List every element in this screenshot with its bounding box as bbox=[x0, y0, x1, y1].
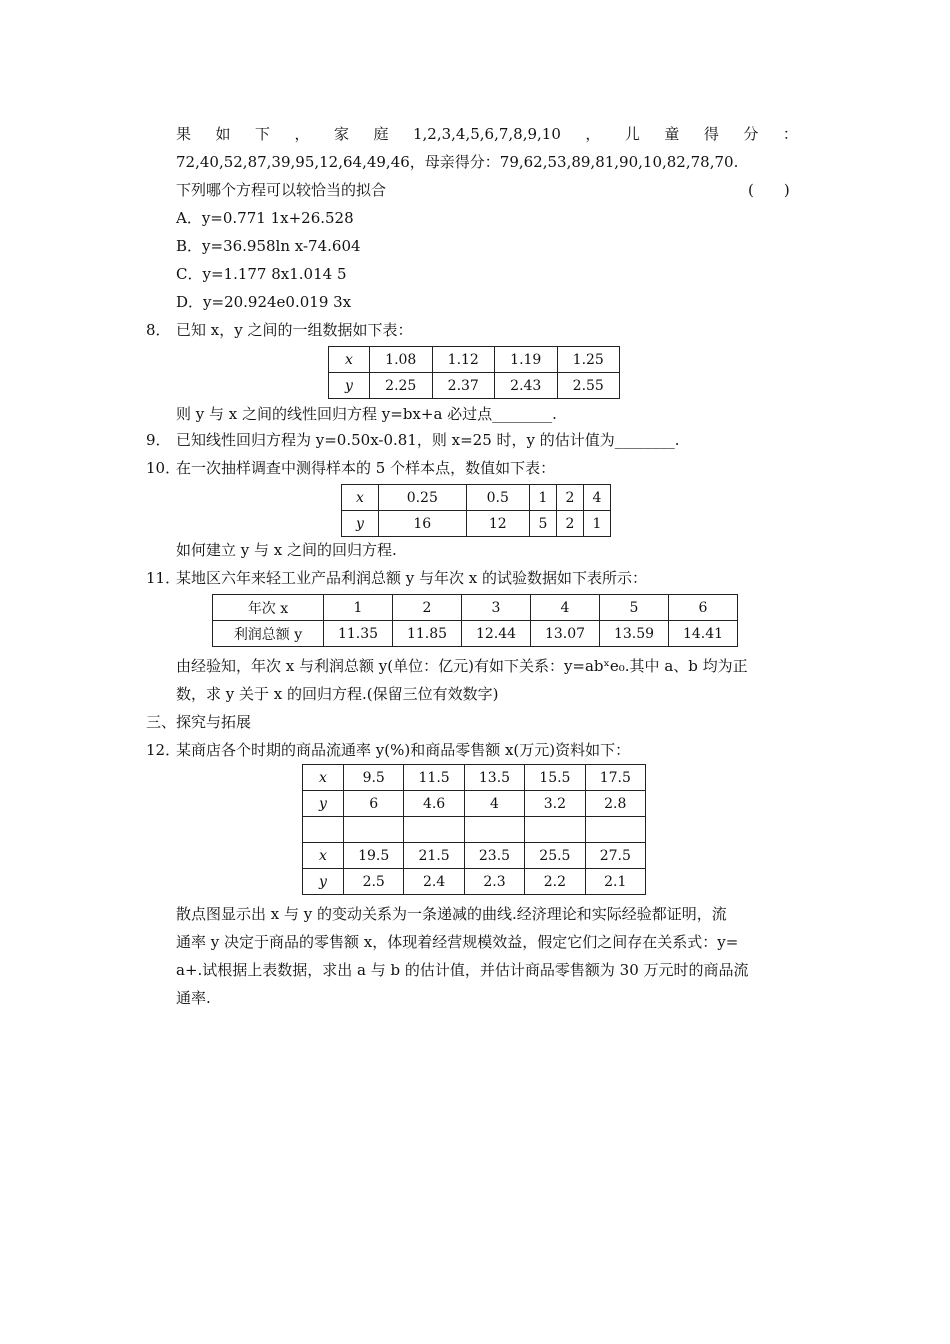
table-cell: 2.3 bbox=[464, 869, 524, 895]
q9-text: 已知线性回归方程为 y=0.50x-0.81，则 x=25 时，y 的估计值为________. bbox=[176, 431, 680, 449]
table-cell: 2.25 bbox=[370, 373, 433, 399]
table-cell: 11.85 bbox=[393, 621, 462, 647]
q7-option-d: D．y=20.924e0.019 3x bbox=[176, 293, 352, 311]
table-cell: x bbox=[342, 485, 379, 511]
table-cell: 2.5 bbox=[344, 869, 404, 895]
q12-after-line1: 散点图显示出 x 与 y 的变动关系为一条递减的曲线.经济理论和实际经验都证明，流 bbox=[176, 905, 727, 923]
table-cell: 2 bbox=[556, 485, 583, 511]
table-cell: 2.1 bbox=[585, 869, 645, 895]
q12-table bbox=[302, 764, 646, 895]
q10-after: 如何建立 y 与 x 之间的回归方程. bbox=[176, 541, 397, 559]
table-cell: 1.25 bbox=[557, 347, 620, 373]
table-cell: 19.5 bbox=[344, 843, 404, 869]
table-cell: 2.43 bbox=[495, 373, 558, 399]
table-cell: y bbox=[303, 791, 344, 817]
table-cell: 27.5 bbox=[585, 843, 645, 869]
table-cell: 11.5 bbox=[404, 765, 464, 791]
table-cell bbox=[303, 817, 344, 843]
q12-text: 某商店各个时期的商品流通率 y(%)和商品零售额 x(万元)资料如下： bbox=[176, 741, 631, 759]
q7-option-a: A．y=0.771 1x+26.528 bbox=[176, 209, 354, 227]
table-cell: 0.25 bbox=[379, 485, 467, 511]
table-cell: 14.41 bbox=[669, 621, 738, 647]
table-cell: 3.2 bbox=[525, 791, 585, 817]
table-cell: 4 bbox=[531, 595, 600, 621]
q7-line1-part: 童 bbox=[664, 125, 680, 143]
q7-line1-part: ， bbox=[585, 125, 601, 143]
table-cell bbox=[344, 817, 404, 843]
q8-text: 已知 x，y 之间的一组数据如下表： bbox=[176, 321, 413, 339]
q10-table bbox=[341, 484, 611, 537]
q12-after-line3: a+.试根据上表数据，求出 a 与 b 的估计值，并估计商品零售额为 30 万元时的商品流 bbox=[176, 961, 749, 979]
table-cell: 2.2 bbox=[525, 869, 585, 895]
table-cell: 6 bbox=[669, 595, 738, 621]
q11-number: 11． bbox=[146, 569, 181, 587]
q12-after-line4: 通率. bbox=[176, 989, 211, 1007]
table-cell: x bbox=[303, 843, 344, 869]
table-cell: 3 bbox=[462, 595, 531, 621]
table-cell: 16 bbox=[379, 511, 467, 537]
q7-line1-part: 庭 bbox=[373, 125, 389, 143]
table-cell: 9.5 bbox=[344, 765, 404, 791]
table-cell: 2.55 bbox=[557, 373, 620, 399]
q12-number: 12． bbox=[146, 741, 181, 759]
table-cell: 1 bbox=[529, 485, 556, 511]
table-row bbox=[303, 765, 646, 791]
table-cell: 13.5 bbox=[464, 765, 524, 791]
q9-number: 9． bbox=[146, 431, 171, 449]
table-row bbox=[303, 843, 646, 869]
table-cell bbox=[525, 817, 585, 843]
table-cell: x bbox=[329, 347, 370, 373]
q7-line1-part: ， bbox=[294, 125, 310, 143]
table-cell bbox=[464, 817, 524, 843]
q11-after-line2: 数，求 y 关于 x 的回归方程.(保留三位有效数字) bbox=[176, 685, 499, 703]
q11-after-line1: 由经验知，年次 x 与利润总额 y(单位：亿元)有如下关系：y=abˣe₀.其中 a、b 均为正 bbox=[176, 657, 748, 675]
table-row bbox=[303, 869, 646, 895]
table-cell: 5 bbox=[600, 595, 669, 621]
q7-line1-part: 下 bbox=[255, 125, 271, 143]
table-cell: 2.8 bbox=[585, 791, 645, 817]
q7-line1-part: 1,2,3,4,5,6,7,8,9,10 bbox=[413, 125, 561, 143]
table-row bbox=[329, 347, 620, 373]
table-cell: 5 bbox=[529, 511, 556, 537]
q7-line1-part: 得 bbox=[703, 125, 719, 143]
q7-line1-part: 家 bbox=[334, 125, 350, 143]
table-row bbox=[342, 485, 611, 511]
table-cell: 13.07 bbox=[531, 621, 600, 647]
table-cell bbox=[585, 817, 645, 843]
table-row bbox=[213, 621, 738, 647]
table-row bbox=[329, 373, 620, 399]
table-cell: 12.44 bbox=[462, 621, 531, 647]
q7-line1-part: 如 bbox=[215, 125, 231, 143]
table-cell: 11.35 bbox=[324, 621, 393, 647]
table-cell: 1.19 bbox=[495, 347, 558, 373]
q7-answer-paren: ( ) bbox=[748, 181, 790, 199]
q12-after-line2: 通率 y 决定于商品的零售额 x，体现着经营规模效益，假定它们之间存在关系式：y= bbox=[176, 933, 739, 951]
table-cell: 4.6 bbox=[404, 791, 464, 817]
table-cell: 2.4 bbox=[404, 869, 464, 895]
table-cell: 23.5 bbox=[464, 843, 524, 869]
table-cell: 6 bbox=[344, 791, 404, 817]
q7-line1-part: ： bbox=[782, 125, 798, 143]
table-cell: 25.5 bbox=[525, 843, 585, 869]
q10-number: 10． bbox=[146, 459, 181, 477]
table-cell: x bbox=[303, 765, 344, 791]
table-cell: 利润总额 y bbox=[213, 621, 324, 647]
q11-table bbox=[212, 594, 738, 647]
q7-line1-part: 分 bbox=[743, 125, 759, 143]
q8-number: 8． bbox=[146, 321, 171, 339]
table-cell: 0.5 bbox=[466, 485, 529, 511]
table-cell: 13.59 bbox=[600, 621, 669, 647]
table-cell: 2.37 bbox=[432, 373, 495, 399]
table-cell: 21.5 bbox=[404, 843, 464, 869]
q7-line1-part: 儿 bbox=[624, 125, 640, 143]
table-cell: 4 bbox=[583, 485, 610, 511]
table-cell: 2 bbox=[556, 511, 583, 537]
table-cell: y bbox=[342, 511, 379, 537]
table-cell: 1 bbox=[583, 511, 610, 537]
table-row bbox=[213, 595, 738, 621]
section-heading: 三、探究与拓展 bbox=[146, 713, 252, 731]
q7-line1 bbox=[176, 124, 798, 144]
q7-line1-part: 果 bbox=[176, 125, 192, 143]
table-cell: 2 bbox=[393, 595, 462, 621]
q8-after: 则 y 与 x 之间的线性回归方程 y=bx+a 必过点________. bbox=[176, 405, 557, 423]
table-cell: 年次 x bbox=[213, 595, 324, 621]
q10-text: 在一次抽样调查中测得样本的 5 个样本点，数值如下表： bbox=[176, 459, 556, 477]
table-cell: 1 bbox=[324, 595, 393, 621]
table-cell: 17.5 bbox=[585, 765, 645, 791]
table-row bbox=[303, 791, 646, 817]
table-row bbox=[303, 817, 646, 843]
table-cell: y bbox=[329, 373, 370, 399]
q7-line2: 72,40,52,87,39,95,12,64,49,46，母亲得分：79,62,53,89,81,90,10,82,78,70. bbox=[176, 153, 739, 171]
table-cell: 4 bbox=[464, 791, 524, 817]
q7-option-b: B．y=36.958ln x-74.604 bbox=[176, 237, 361, 255]
table-cell: 15.5 bbox=[525, 765, 585, 791]
q7-option-c: C．y=1.177 8x1.014 5 bbox=[176, 265, 347, 283]
table-cell bbox=[404, 817, 464, 843]
table-row bbox=[342, 511, 611, 537]
table-cell: 1.12 bbox=[432, 347, 495, 373]
q7-line3: 下列哪个方程可以较恰当的拟合 bbox=[176, 181, 387, 199]
table-cell: 12 bbox=[466, 511, 529, 537]
table-cell: 1.08 bbox=[370, 347, 433, 373]
table-cell: y bbox=[303, 869, 344, 895]
q8-table bbox=[328, 346, 620, 399]
q11-text: 某地区六年来轻工业产品利润总额 y 与年次 x 的试验数据如下表所示： bbox=[176, 569, 648, 587]
